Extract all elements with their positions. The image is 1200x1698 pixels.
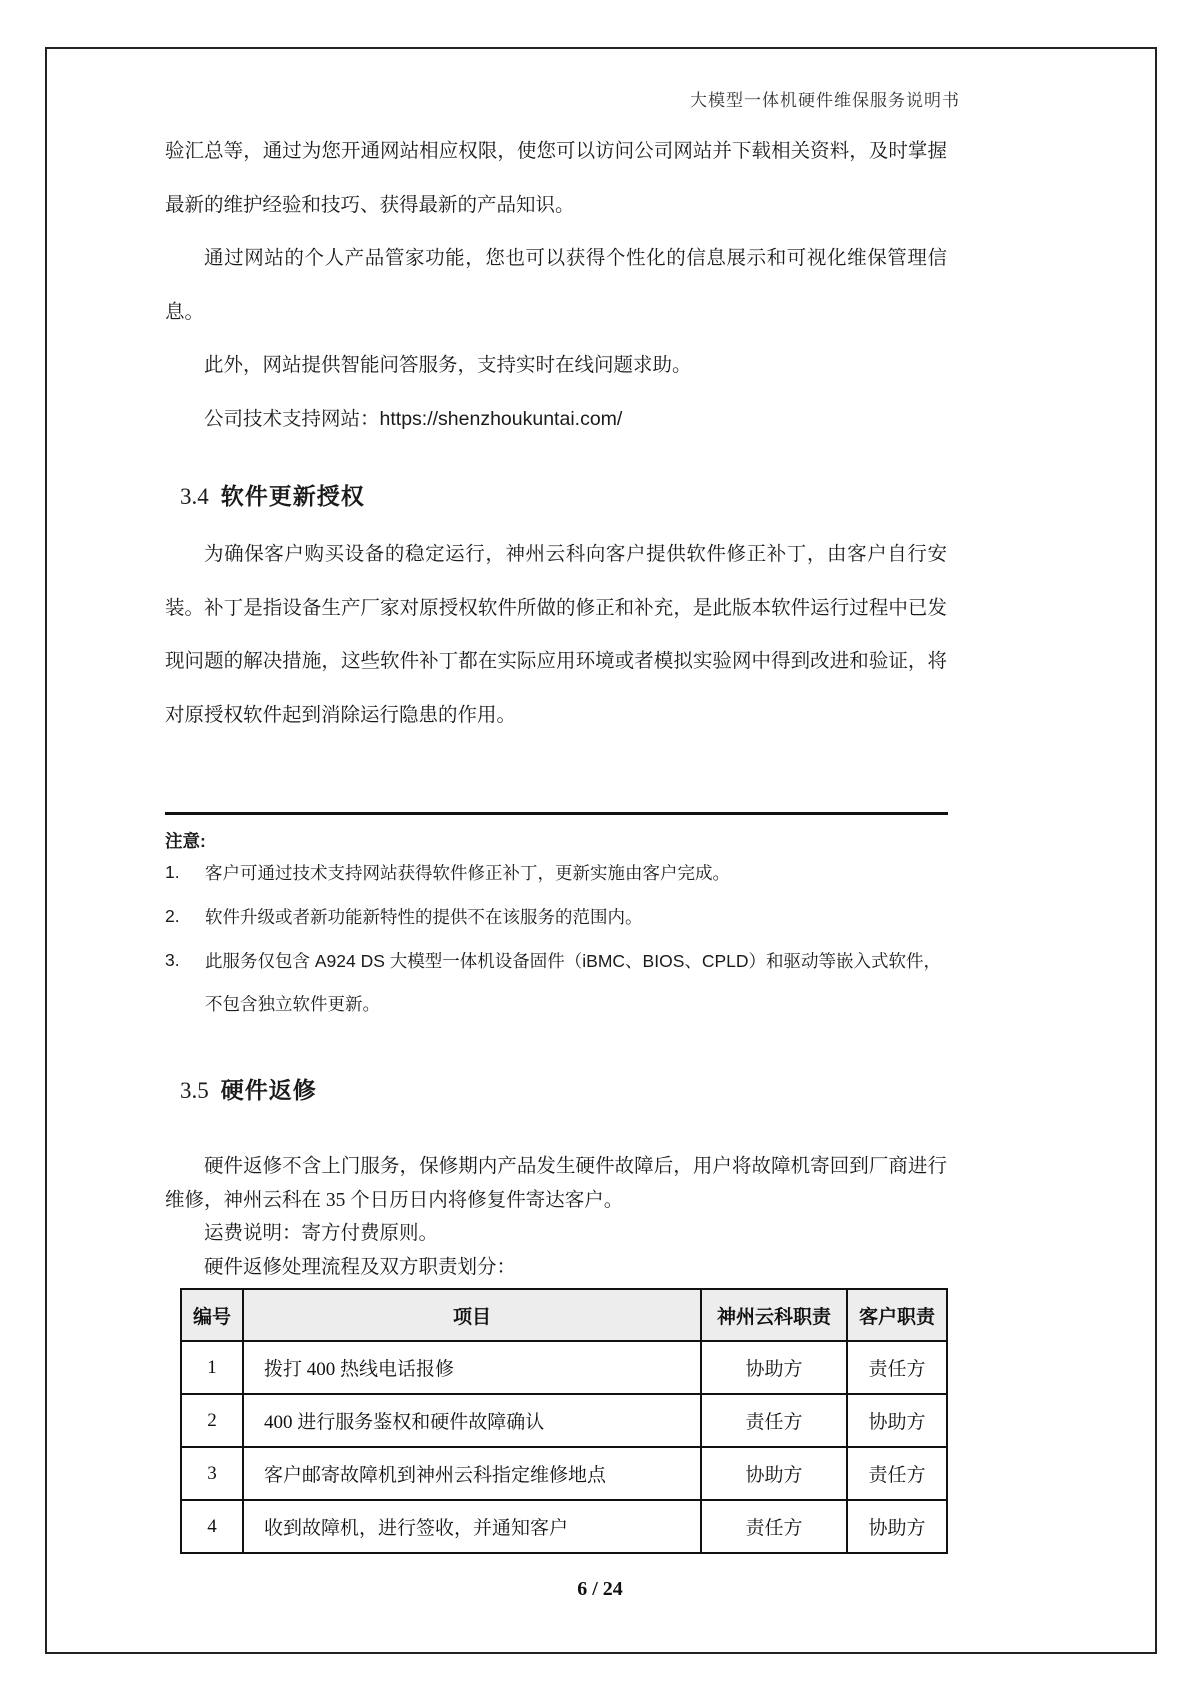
- intro-section: [165, 125, 947, 446]
- section-3-5-number: 3.5: [180, 1078, 209, 1103]
- section-3-5-heading: [180, 1072, 317, 1105]
- paragraph-return-policy: 硬件返修不含上门服务，保修期内产品发生硬件故障后，用户将故障机寄回到厂商进行维修，神州云科在 35 个日历日内将修复件寄达客户。: [165, 1156, 947, 1211]
- section-3-4-title: 软件更新授权: [220, 483, 365, 509]
- page-number: 6 / 24: [577, 1578, 623, 1600]
- note-item: [165, 948, 947, 1026]
- table-cell-no: 1: [181, 1341, 243, 1394]
- section-3-4-heading: [180, 478, 365, 511]
- table-header-item: 项目: [243, 1289, 701, 1341]
- table-cell-customer-duty: 协助方: [847, 1500, 947, 1553]
- table-cell-item: 客户邮寄故障机到神州云科指定维修地点: [243, 1447, 701, 1500]
- section-3-5-body: [165, 1150, 947, 1284]
- table-cell-no: 3: [181, 1447, 243, 1500]
- note-label: 注意:: [165, 831, 206, 851]
- table-row: [181, 1394, 947, 1447]
- note-item: [165, 860, 947, 886]
- support-website-label: 公司技术支持网站：: [204, 407, 380, 430]
- note-item: [165, 904, 947, 930]
- paragraph-continuation: 验汇总等，通过为您开通网站相应权限，使您可以访问公司网站并下载相关资料，及时掌握最新的维护经验和技巧、获得最新的产品知识。: [165, 140, 947, 216]
- note-item-number: 2.: [165, 906, 180, 926]
- support-website-link[interactable]: https://shenzhoukuntai.com/: [379, 407, 623, 430]
- hardware-return-table: [180, 1288, 948, 1554]
- note-item-text: 客户可通过技术支持网站获得软件修正补丁，更新实施由客户完成。: [205, 863, 730, 883]
- table-cell-item: 收到故障机，进行签收，并通知客户: [243, 1500, 701, 1553]
- paragraph-support-website: [165, 393, 947, 447]
- table-header-customer-duty: 客户职责: [847, 1289, 947, 1341]
- note-item-text: 此服务仅包含 A924 DS 大模型一体机设备固件（iBMC、BIOS、CPLD）和驱动等嵌入式软件，不包含独立软件更新。: [205, 951, 942, 1014]
- table-cell-customer-duty: 责任方: [847, 1447, 947, 1500]
- document-header-title: 大模型一体机硬件维保服务说明书: [690, 91, 960, 110]
- table-row: [181, 1341, 947, 1394]
- paragraph-product-manager: 通过网站的个人产品管家功能，您也可以获得个性化的信息展示和可视化维保管理信息。: [165, 247, 947, 323]
- table-cell-customer-duty: 责任方: [847, 1341, 947, 1394]
- paragraph-table-intro: 硬件返修处理流程及双方职责划分：: [204, 1256, 517, 1278]
- table-row: [181, 1447, 947, 1500]
- table-header-no: 编号: [181, 1289, 243, 1341]
- table-cell-customer-duty: 协助方: [847, 1394, 947, 1447]
- table-cell-vendor-duty: 协助方: [701, 1341, 847, 1394]
- table-row: [181, 1500, 947, 1553]
- table-cell-no: 4: [181, 1500, 243, 1553]
- table-cell-vendor-duty: 协助方: [701, 1447, 847, 1500]
- note-item-number: 1.: [165, 862, 180, 882]
- table-header-vendor-duty: 神州云科职责: [701, 1289, 847, 1341]
- paragraph-freight: 运费说明：寄方付费原则。: [204, 1223, 439, 1244]
- table-header-row: [181, 1289, 947, 1341]
- note-list: [165, 860, 947, 1044]
- table-cell-vendor-duty: 责任方: [701, 1500, 847, 1553]
- paragraph-smart-qa: 此外，网站提供智能问答服务，支持实时在线问题求助。: [204, 354, 692, 376]
- table-cell-item: 400 进行服务鉴权和硬件故障确认: [243, 1394, 701, 1447]
- note-divider-rule: [165, 812, 948, 815]
- section-3-4-body: [165, 528, 947, 742]
- section-3-4-number: 3.4: [180, 484, 209, 509]
- table-cell-no: 2: [181, 1394, 243, 1447]
- table-cell-item: 拨打 400 热线电话报修: [243, 1341, 701, 1394]
- note-item-number: 3.: [165, 950, 180, 970]
- note-item-text: 软件升级或者新功能新特性的提供不在该服务的范围内。: [205, 907, 643, 927]
- section-3-5-title: 硬件返修: [220, 1077, 317, 1103]
- paragraph-software-patch: 为确保客户购买设备的稳定运行，神州云科向客户提供软件修正补丁，由客户自行安装。补丁是指设备生产厂家对原授权软件所做的修正和补充，是此版本软件运行过程中已发现问题的解决措施，这些软件补丁都在实际应用环境或者模拟实验网中得到改进和验证，将对原授权软件起到消除运行隐患的作用。: [165, 543, 947, 726]
- table-cell-vendor-duty: 责任方: [701, 1394, 847, 1447]
